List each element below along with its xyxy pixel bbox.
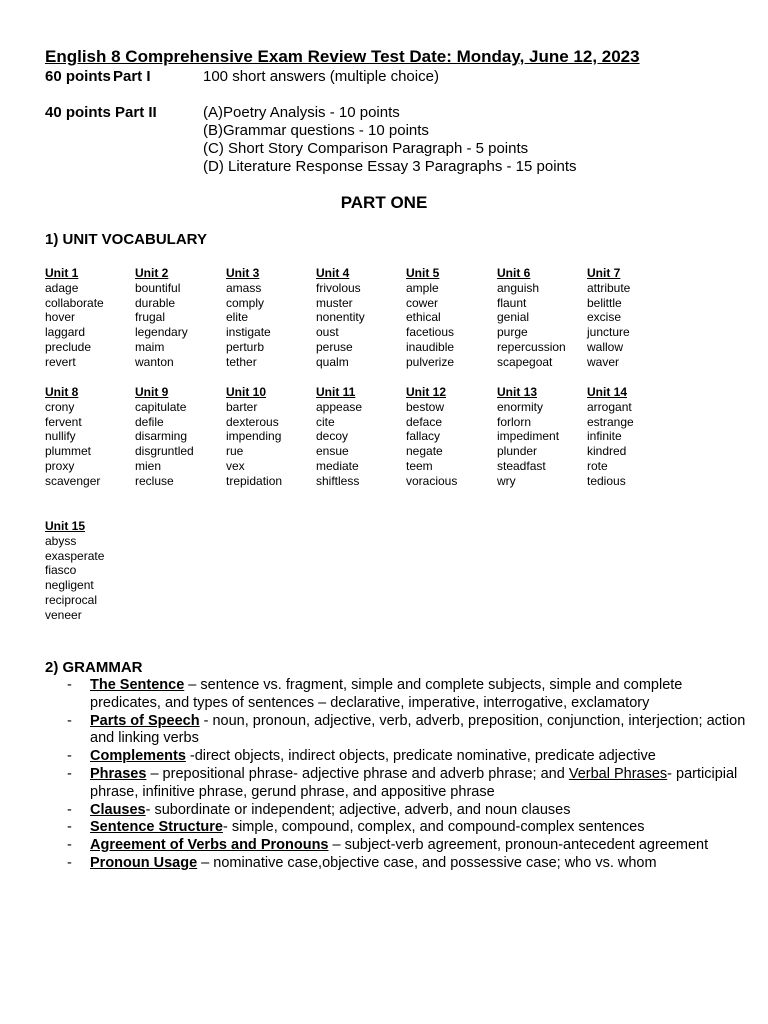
vocab-word: crony: [45, 399, 75, 414]
grammar-term: Sentence Structure: [90, 819, 223, 836]
vocab-word: reciprocal: [45, 592, 98, 607]
grammar-description: – prepositional phrase- adjective phrase and adverb phrase; and: [146, 765, 569, 782]
vocab-word: hover: [45, 310, 76, 325]
vocab-word: collaborate: [45, 295, 104, 310]
vocab-word: voracious: [406, 473, 458, 488]
unit-name: Unit 1: [45, 266, 79, 280]
vocab-word: shiftless: [316, 473, 360, 488]
vocab-word: exasperate: [45, 548, 105, 563]
list-dash: -: [67, 677, 72, 693]
vocab-word: impending: [226, 429, 282, 444]
vocab-word: enormity: [497, 399, 544, 414]
vocab-word: negligent: [45, 578, 94, 593]
vocab-word: frivolous: [316, 280, 361, 295]
unit-name: Unit 11: [316, 385, 356, 399]
part2-label: 40 points Part II: [45, 104, 157, 121]
vocab-word: wanton: [135, 354, 174, 369]
vocab-word: ethical: [406, 310, 441, 325]
vocab-word: defile: [135, 414, 164, 429]
list-dash: -: [67, 837, 72, 854]
list-dash: -: [67, 765, 72, 782]
unit-name: Unit 3: [226, 266, 260, 280]
vocab-word: veneer: [45, 607, 82, 622]
grammar-term: Clauses: [90, 801, 146, 818]
vocab-word: estrange: [587, 414, 634, 429]
part2-item: [203, 140, 528, 157]
vocab-word: legendary: [135, 325, 188, 340]
unit-name: Unit 13: [497, 385, 538, 399]
vocab-word: plunder: [497, 444, 538, 459]
vocab-word: nullify: [45, 429, 76, 444]
vocab-word: attribute: [587, 280, 631, 295]
vocab-word: teem: [406, 458, 433, 473]
vocab-word: elite: [226, 310, 249, 325]
vocab-word: frugal: [135, 310, 166, 325]
vocab-word: trepidation: [226, 473, 283, 488]
grammar-heading: 2) GRAMMAR: [45, 659, 143, 676]
grammar-item: [67, 819, 747, 837]
vocab-word: purge: [497, 325, 528, 340]
vocab-word: tether: [226, 354, 257, 369]
vocab-unit: [316, 266, 406, 370]
vocab-word: belittle: [587, 295, 622, 310]
vocab-word: durable: [135, 295, 176, 310]
vocab-word: disarming: [135, 429, 188, 444]
vocab-word: scavenger: [45, 473, 101, 488]
vocab-word: steadfast: [497, 458, 546, 473]
vocab-word: ensue: [316, 444, 349, 459]
vocab-unit: [406, 266, 496, 370]
unit-name: Unit 6: [497, 266, 531, 280]
vocab-word: forlorn: [497, 414, 532, 429]
grammar-item: [67, 837, 747, 855]
vocab-word: tedious: [587, 473, 626, 488]
vocab-word: juncture: [587, 325, 630, 340]
grammar-description: -direct objects, indirect objects, predicate nominative, predicate adjective: [185, 748, 656, 765]
vocab-word: barter: [226, 399, 258, 414]
vocab-word: abyss: [45, 533, 77, 548]
vocab-unit: [45, 266, 135, 370]
vocab-word: wallow: [587, 339, 624, 354]
part1-description: 100 short answers (multiple choice): [203, 68, 439, 85]
vocab-word: instigate: [226, 325, 271, 340]
part2-item-text: Literature Response Essay 3 Paragraphs - 15 points: [228, 158, 577, 175]
vocab-unit: [135, 385, 225, 489]
vocab-word: arrogant: [587, 399, 632, 414]
grammar-description: - subordinate or independent; adjective, adverb, and noun clauses: [145, 801, 571, 818]
vocab-unit: [406, 385, 496, 489]
unit-name: Unit 15: [45, 519, 86, 533]
part-one-heading: PART ONE: [340, 193, 428, 212]
grammar-list: [67, 677, 747, 873]
grammar-item: [67, 748, 747, 766]
unit-name: Unit 5: [406, 266, 440, 280]
part2-item-letter: (C): [203, 140, 224, 157]
grammar-term: Agreement of Verbs and Pronouns: [90, 837, 329, 854]
vocab-word: bestow: [406, 399, 445, 414]
list-dash: -: [67, 854, 72, 871]
part2-item: [203, 158, 577, 175]
vocab-word: fervent: [45, 414, 82, 429]
grammar-item: [67, 713, 747, 749]
vocab-word: impediment: [497, 429, 560, 444]
vocab-unit: [497, 385, 587, 489]
list-dash: -: [67, 748, 72, 765]
part2-item-letter: (D): [203, 158, 224, 175]
vocab-word: rote: [587, 458, 608, 473]
grammar-description: – sentence vs. fragment, simple and complete subjects, simple and complete predicates, and types of sentences – declarative, imperative, interrogative, exclamatory: [90, 677, 683, 711]
vocab-word: fiasco: [45, 563, 77, 578]
vocab-word: vex: [226, 458, 245, 473]
part2-item: [203, 104, 400, 121]
unit-name: Unit 14: [587, 385, 628, 399]
vocab-word: anguish: [497, 280, 540, 295]
vocab-word: genial: [497, 310, 530, 325]
vocab-word: amass: [226, 280, 262, 295]
vocab-word: decoy: [316, 429, 349, 444]
vocab-unit: [316, 385, 406, 489]
vocab-word: comply: [226, 295, 265, 310]
vocab-word: appease: [316, 399, 363, 414]
vocab-word: maim: [135, 339, 165, 354]
vocab-unit: [497, 266, 587, 370]
vocab-word: waver: [587, 354, 620, 369]
vocab-word: wry: [497, 473, 516, 488]
vocab-word: flaunt: [497, 295, 527, 310]
grammar-term: Pronoun Usage: [90, 854, 198, 871]
vocab-word: facetious: [406, 325, 455, 340]
unit-name: Unit 9: [135, 385, 169, 399]
vocab-word: scapegoat: [497, 354, 553, 369]
vocab-word: revert: [45, 354, 76, 369]
part2-item-text: Poetry Analysis - 10 points: [223, 104, 400, 121]
vocab-word: peruse: [316, 339, 353, 354]
vocab-unit: [226, 266, 316, 370]
vocabulary-heading: 1) UNIT VOCABULARY: [45, 231, 207, 248]
grammar-subterm: Verbal Phrases: [568, 765, 668, 782]
part2-item-letter: (B): [203, 122, 223, 139]
grammar-term: Complements: [90, 748, 186, 765]
part2-item: [203, 122, 429, 139]
vocab-word: muster: [316, 295, 353, 310]
vocab-unit: [135, 266, 225, 370]
grammar-description: - noun, pronoun, adjective, verb, adverb, preposition, conjunction, interjection; action and linking verbs: [90, 712, 746, 747]
grammar-item: [67, 802, 747, 820]
list-dash: -: [67, 712, 72, 729]
vocab-word: deface: [406, 414, 443, 429]
part2-item-text: Short Story Comparison Paragraph - 5 points: [228, 140, 529, 157]
vocab-word: disgruntled: [135, 444, 194, 459]
part1-points: 60 points: [45, 68, 111, 85]
unit-name: Unit 7: [587, 266, 621, 280]
vocab-unit: [45, 385, 135, 489]
vocab-word: recluse: [135, 473, 174, 488]
vocab-word: cower: [406, 295, 439, 310]
grammar-term: Phrases: [90, 765, 147, 782]
vocab-word: infinite: [587, 429, 622, 444]
grammar-description: – subject-verb agreement, pronoun-antecedent agreement: [328, 837, 709, 854]
vocab-word: mien: [135, 458, 162, 473]
part2-item-text: Grammar questions - 10 points: [223, 122, 429, 139]
unit-name: Unit 8: [45, 385, 79, 399]
vocab-unit: [45, 519, 135, 623]
vocab-word: oust: [316, 325, 339, 340]
vocab-word: plummet: [45, 444, 92, 459]
vocab-word: inaudible: [406, 339, 455, 354]
grammar-description: - participial phrase, infinitive phrase, gerund phrase, and appositive phrase: [90, 765, 738, 800]
unit-name: Unit 10: [226, 385, 267, 399]
vocab-word: proxy: [45, 458, 75, 473]
unit-name: Unit 2: [135, 266, 169, 280]
vocab-word: laggard: [45, 325, 86, 340]
vocab-word: pulverize: [406, 354, 455, 369]
vocab-word: qualm: [316, 354, 349, 369]
vocab-word: adage: [45, 280, 79, 295]
vocab-unit: [587, 266, 677, 370]
vocab-word: repercussion: [497, 339, 566, 354]
grammar-description: - simple, compound, complex, and compound-complex sentences: [222, 819, 645, 836]
vocab-word: mediate: [316, 458, 359, 473]
vocab-word: cite: [316, 414, 335, 429]
list-dash: -: [67, 819, 72, 836]
grammar-item: [67, 677, 747, 713]
unit-name: Unit 4: [316, 266, 350, 280]
part1-label: Part I: [113, 68, 151, 85]
vocab-word: dexterous: [226, 414, 279, 429]
grammar-term: The Sentence: [90, 677, 185, 693]
grammar-term: Parts of Speech: [90, 712, 200, 729]
page-title: English 8 Comprehensive Exam Review Test Date: Monday, June 12, 2023: [45, 47, 640, 66]
vocab-word: preclude: [45, 339, 92, 354]
list-dash: -: [67, 801, 72, 818]
vocab-word: nonentity: [316, 310, 365, 325]
vocab-word: rue: [226, 444, 244, 459]
vocab-word: perturb: [226, 339, 265, 354]
vocab-unit: [587, 385, 677, 489]
vocab-word: kindred: [587, 444, 627, 459]
vocab-word: bountiful: [135, 280, 181, 295]
vocab-word: ample: [406, 280, 439, 295]
unit-name: Unit 12: [406, 385, 447, 399]
vocab-word: negate: [406, 444, 443, 459]
vocab-word: excise: [587, 310, 622, 325]
vocab-word: capitulate: [135, 399, 187, 414]
vocab-unit: [226, 385, 316, 489]
grammar-item: [67, 766, 747, 802]
part2-item-letter: (A): [203, 104, 223, 121]
vocab-word: fallacy: [406, 429, 441, 444]
grammar-description: – nominative case,objective case, and possessive case; who vs. whom: [197, 854, 657, 871]
grammar-item: [67, 855, 747, 873]
